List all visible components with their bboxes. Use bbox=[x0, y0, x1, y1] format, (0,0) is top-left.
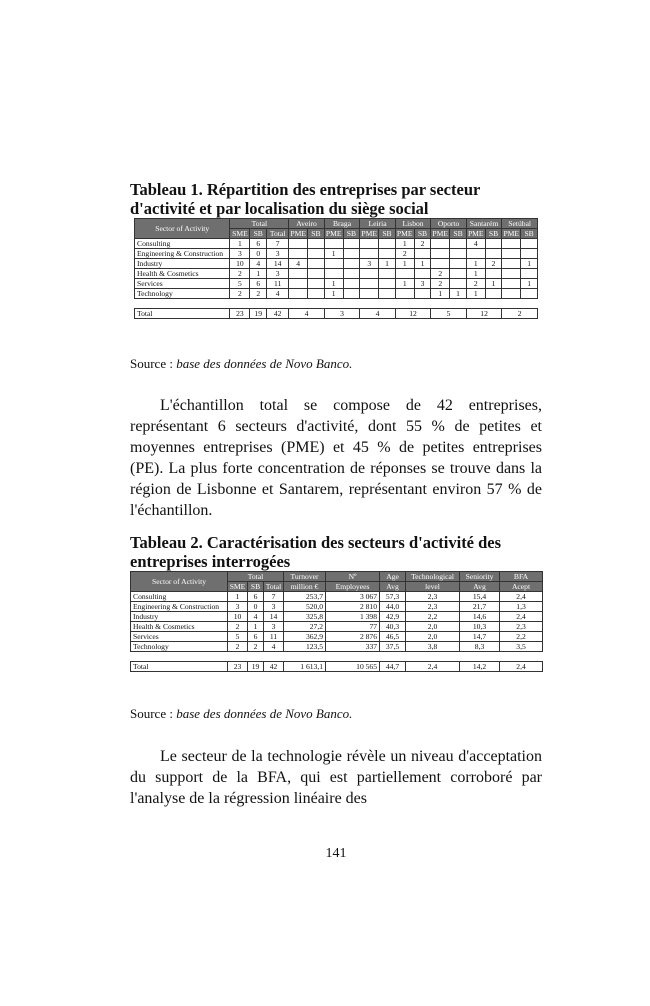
table-cell: 77 bbox=[326, 622, 380, 632]
total-cell: 12 bbox=[395, 309, 431, 319]
table1-header-group: Braga bbox=[324, 219, 360, 229]
table-cell: 3 bbox=[267, 269, 289, 279]
table-cell bbox=[379, 239, 396, 249]
table1-subheader-cell: SB bbox=[521, 229, 538, 239]
table-cell: 123,5 bbox=[284, 642, 326, 652]
table2-subheader-cell: SB bbox=[248, 582, 264, 592]
table-cell: 2,4 bbox=[500, 662, 543, 672]
table2-header-group: Age bbox=[380, 572, 406, 582]
table-cell: 2 bbox=[466, 279, 485, 289]
table1-subheader-cell: PME bbox=[325, 229, 342, 238]
table-cell bbox=[360, 239, 379, 249]
table-cell: 1 bbox=[466, 289, 485, 299]
table-cell bbox=[379, 279, 396, 289]
table1-subheader-cell: PME bbox=[290, 229, 306, 238]
table-cell bbox=[431, 259, 450, 269]
table-cell: 4 bbox=[267, 289, 289, 299]
table-gap-row bbox=[135, 299, 538, 309]
table-cell: 2 bbox=[230, 269, 250, 279]
table-cell: 11 bbox=[267, 279, 289, 289]
table-cell: 2,2 bbox=[406, 612, 460, 622]
source-prefix: Source : bbox=[130, 706, 177, 721]
table-cell: 1 bbox=[395, 279, 414, 289]
table-row bbox=[131, 642, 543, 652]
table-cell bbox=[485, 269, 502, 279]
table-cell: 11 bbox=[264, 632, 284, 642]
row-label: Health & Cosmetics bbox=[131, 622, 228, 632]
table-cell: 3 bbox=[228, 602, 248, 612]
table-cell: 4 bbox=[289, 259, 308, 269]
table-cell bbox=[360, 269, 379, 279]
table-cell: 3 bbox=[414, 279, 431, 289]
table-cell: 6 bbox=[248, 592, 264, 602]
table-cell: 1 bbox=[324, 289, 343, 299]
table-cell: 3 bbox=[230, 249, 250, 259]
row-label: Health & Cosmetics bbox=[135, 269, 230, 279]
table-cell bbox=[414, 249, 431, 259]
table-cell: 3 bbox=[267, 249, 289, 259]
table2-header-group: Turnover bbox=[284, 572, 326, 582]
table-cell: 1 bbox=[485, 279, 502, 289]
table2-subheader-cell: Avg bbox=[460, 582, 500, 592]
table2-subheader-cell: level bbox=[406, 582, 460, 592]
table-cell: 2 bbox=[395, 249, 414, 259]
row-label: Technology bbox=[131, 642, 228, 652]
table-cell: 2 810 bbox=[326, 602, 380, 612]
table2-header-group: Seniority bbox=[460, 572, 500, 582]
table-row bbox=[135, 289, 538, 299]
table-total-row bbox=[135, 309, 538, 319]
table-cell bbox=[521, 289, 538, 299]
row-label: Services bbox=[135, 279, 230, 289]
table-cell bbox=[485, 289, 502, 299]
row-label: Consulting bbox=[135, 239, 230, 249]
table1-subheader-cell: SB bbox=[250, 229, 267, 239]
table-cell: 2,3 bbox=[406, 592, 460, 602]
row-label: Industry bbox=[135, 259, 230, 269]
table-cell: 14,2 bbox=[460, 662, 500, 672]
table-cell: 253,7 bbox=[284, 592, 326, 602]
table1-title bbox=[130, 180, 542, 218]
table2 bbox=[130, 571, 543, 672]
table-cell bbox=[360, 249, 379, 259]
table-cell bbox=[308, 249, 325, 259]
table2-title: Tableau 2. Caractérisation des secteurs d'activité des entreprises interrogées bbox=[130, 533, 502, 571]
table-cell: 2 bbox=[250, 289, 267, 299]
table1-title-text: . Répartition des entreprises par secteur d'activité et par localisation du siège social bbox=[130, 180, 481, 218]
table-cell: 10,3 bbox=[460, 622, 500, 632]
table-total-row bbox=[131, 662, 543, 672]
table-cell: 3 bbox=[264, 622, 284, 632]
table-cell: 520,0 bbox=[284, 602, 326, 612]
table-cell bbox=[521, 249, 538, 259]
table-cell bbox=[289, 249, 308, 259]
table1-subheader-cell: Total bbox=[267, 229, 289, 239]
table-cell: 2,2 bbox=[500, 632, 543, 642]
table-cell bbox=[289, 279, 308, 289]
row-label: Industry bbox=[131, 612, 228, 622]
table-cell: 1 bbox=[395, 239, 414, 249]
table-row bbox=[131, 612, 543, 622]
table-cell: 1 bbox=[379, 259, 396, 269]
total-cell: 3 bbox=[324, 309, 360, 319]
table-cell bbox=[431, 249, 450, 259]
table-cell bbox=[308, 289, 325, 299]
table-cell: 1 bbox=[228, 592, 248, 602]
table-cell: 3,5 bbox=[500, 642, 543, 652]
table-cell: 3 bbox=[360, 259, 379, 269]
table-cell: 8,3 bbox=[460, 642, 500, 652]
table-cell bbox=[450, 249, 467, 259]
row-label: Technology bbox=[135, 289, 230, 299]
table-cell bbox=[485, 239, 502, 249]
table1-header-group: Santarém bbox=[466, 219, 502, 229]
table-cell: 1 613,1 bbox=[284, 662, 326, 672]
table1-subheader-cell: PME bbox=[432, 229, 449, 238]
row-label: Total bbox=[131, 662, 228, 672]
table-cell bbox=[360, 289, 379, 299]
table-cell: 37,5 bbox=[380, 642, 406, 652]
table-cell: 1 bbox=[466, 259, 485, 269]
table-cell: 4 bbox=[248, 612, 264, 622]
table1-header-group: Leiria bbox=[360, 219, 396, 229]
table-cell bbox=[502, 239, 521, 249]
table-cell: 2 bbox=[228, 622, 248, 632]
table-cell: 44,7 bbox=[380, 662, 406, 672]
table-cell bbox=[521, 239, 538, 249]
table-cell bbox=[308, 269, 325, 279]
table-cell bbox=[360, 279, 379, 289]
total-cell: 42 bbox=[267, 309, 289, 319]
table-cell bbox=[502, 279, 521, 289]
table1-subheader-cell: SB bbox=[379, 229, 396, 239]
gap-cell bbox=[131, 652, 543, 662]
table-row bbox=[135, 249, 538, 259]
table-cell: 4 bbox=[466, 239, 485, 249]
table-cell: 2,3 bbox=[500, 622, 543, 632]
table-cell: 21,7 bbox=[460, 602, 500, 612]
table-cell bbox=[289, 289, 308, 299]
table-cell bbox=[343, 279, 360, 289]
table-cell: 15,4 bbox=[460, 592, 500, 602]
table-cell: 3 067 bbox=[326, 592, 380, 602]
table-cell bbox=[343, 269, 360, 279]
table1 bbox=[134, 218, 538, 319]
table2-header-group: Total bbox=[228, 572, 284, 582]
table-cell bbox=[414, 269, 431, 279]
table-cell bbox=[343, 289, 360, 299]
table1-header-group: Setúbal bbox=[502, 219, 538, 229]
table-cell: 2 bbox=[414, 239, 431, 249]
table-cell: 2 bbox=[431, 279, 450, 289]
table-cell: 1 bbox=[324, 279, 343, 289]
source-text: base des données de Novo Banco. bbox=[176, 356, 353, 371]
total-cell: 23 bbox=[230, 309, 250, 319]
total-cell: 4 bbox=[289, 309, 325, 319]
table-cell: 6 bbox=[248, 632, 264, 642]
table-cell: 14,7 bbox=[460, 632, 500, 642]
table-cell: 1 bbox=[431, 289, 450, 299]
table-cell bbox=[343, 239, 360, 249]
table1-subheader-cell: PME bbox=[503, 229, 520, 238]
table-cell bbox=[431, 239, 450, 249]
table1-subheader-cell: SME bbox=[230, 229, 250, 239]
table1-subheader-cell: SB bbox=[450, 229, 467, 239]
table-cell: 325,8 bbox=[284, 612, 326, 622]
table-cell: 14,6 bbox=[460, 612, 500, 622]
table2-source bbox=[130, 706, 352, 722]
table1-header-group: Total bbox=[230, 219, 289, 229]
table-cell bbox=[289, 269, 308, 279]
row-label: Engineering & Construction bbox=[135, 249, 230, 259]
table-cell: 42,9 bbox=[380, 612, 406, 622]
table-cell: 2 876 bbox=[326, 632, 380, 642]
table-row bbox=[135, 279, 538, 289]
table-cell: 2 bbox=[230, 289, 250, 299]
table-cell: 1 bbox=[230, 239, 250, 249]
table-cell: 57,3 bbox=[380, 592, 406, 602]
table2-header-group: Nº bbox=[326, 572, 380, 582]
source-text: base des données de Novo Banco. bbox=[176, 706, 353, 721]
total-cell: 12 bbox=[466, 309, 502, 319]
table-cell bbox=[521, 269, 538, 279]
table-cell: 1 bbox=[521, 279, 538, 289]
table-cell bbox=[450, 279, 467, 289]
table-row bbox=[135, 269, 538, 279]
table-cell: 10 bbox=[230, 259, 250, 269]
table-cell bbox=[414, 289, 431, 299]
table2-header-sector: Sector of Activity bbox=[131, 572, 228, 592]
table-cell: 2 bbox=[228, 642, 248, 652]
table-cell: 40,3 bbox=[380, 622, 406, 632]
table-cell: 27,2 bbox=[284, 622, 326, 632]
page-number: 141 bbox=[325, 846, 347, 861]
table-cell bbox=[485, 249, 502, 259]
table-cell: 3,8 bbox=[406, 642, 460, 652]
table-cell: 362,9 bbox=[284, 632, 326, 642]
table-cell bbox=[379, 269, 396, 279]
paragraph-1: L'échantillon total se compose de 42 entreprises, représentant 6 secteurs d'activité, dont 55 % de petites et moyennes entreprises (PME) et 45 % de petites entreprises (PE). La plus forte concentration de réponses se trouve dans la région de Lisbonne et Santarem, représentant environ 57 % de l'échantillon. bbox=[130, 397, 542, 519]
table-cell bbox=[324, 259, 343, 269]
table2-subheader-cell: Employees bbox=[326, 582, 380, 592]
table-cell bbox=[450, 259, 467, 269]
table-cell: 4 bbox=[264, 642, 284, 652]
table-cell: 7 bbox=[264, 592, 284, 602]
table1-body bbox=[135, 239, 538, 319]
table2-body bbox=[131, 592, 543, 672]
row-label: Consulting bbox=[131, 592, 228, 602]
table1-subheader-cell: PME bbox=[361, 229, 378, 238]
source-prefix: Source : bbox=[130, 356, 177, 371]
table2-subheader-cell: million € bbox=[284, 582, 326, 592]
table-cell: 10 bbox=[228, 612, 248, 622]
table1-header-sector: Sector of Activity bbox=[135, 219, 230, 239]
table-row bbox=[131, 592, 543, 602]
table-cell bbox=[502, 259, 521, 269]
table-cell bbox=[502, 269, 521, 279]
table1-subheader-cell: SB bbox=[343, 229, 360, 239]
table-cell: 2,4 bbox=[500, 612, 543, 622]
row-label: Services bbox=[131, 632, 228, 642]
table-cell: 1,3 bbox=[500, 602, 543, 612]
table-cell: 46,5 bbox=[380, 632, 406, 642]
table1-title-label: Tableau 1 bbox=[130, 180, 199, 199]
table-cell: 2 bbox=[485, 259, 502, 269]
table-cell: 0 bbox=[248, 602, 264, 612]
table-cell: 2 bbox=[248, 642, 264, 652]
total-cell: 19 bbox=[250, 309, 267, 319]
table-cell: 2,0 bbox=[406, 622, 460, 632]
table-cell: 7 bbox=[267, 239, 289, 249]
table2-subheader-cell: SME bbox=[228, 582, 248, 592]
total-cell: 4 bbox=[360, 309, 396, 319]
table-cell bbox=[324, 269, 343, 279]
table-cell bbox=[395, 289, 414, 299]
gap-cell bbox=[135, 299, 538, 309]
table-cell: 5 bbox=[228, 632, 248, 642]
table-cell: 1 bbox=[521, 259, 538, 269]
table2-subheader-cell: Acept bbox=[500, 582, 543, 592]
table-gap-row bbox=[131, 652, 543, 662]
table-cell: 1 bbox=[250, 269, 267, 279]
table-cell bbox=[343, 249, 360, 259]
table-row bbox=[131, 602, 543, 612]
paragraph-2: Le secteur de la technologie révèle un niveau d'acceptation du support de la BFA, qui est partiellement corroboré par l'analyse de la régression linéaire des bbox=[130, 748, 542, 807]
table-cell: 1 bbox=[395, 259, 414, 269]
table-cell: 4 bbox=[250, 259, 267, 269]
table-cell bbox=[308, 239, 325, 249]
table-cell: 0 bbox=[250, 249, 267, 259]
table1-header-group: Lisbon bbox=[395, 219, 431, 229]
table-cell: 14 bbox=[267, 259, 289, 269]
table-cell: 337 bbox=[326, 642, 380, 652]
table1-header-group: Aveiro bbox=[289, 219, 325, 229]
table-cell: 1 bbox=[248, 622, 264, 632]
table2-subheader-cell: Avg bbox=[380, 582, 406, 592]
table-cell: 19 bbox=[248, 662, 264, 672]
table-cell: 1 bbox=[414, 259, 431, 269]
table-cell bbox=[450, 239, 467, 249]
table-cell: 6 bbox=[250, 239, 267, 249]
row-label: Total bbox=[135, 309, 230, 319]
table-cell: 1 bbox=[450, 289, 467, 299]
table-cell bbox=[502, 289, 521, 299]
table-cell: 1 bbox=[324, 249, 343, 259]
table-cell: 2 bbox=[431, 269, 450, 279]
table-cell: 3 bbox=[264, 602, 284, 612]
table-cell: 14 bbox=[264, 612, 284, 622]
table-cell bbox=[502, 249, 521, 259]
table1-subheader-cell: SB bbox=[414, 229, 431, 239]
table-cell: 44,0 bbox=[380, 602, 406, 612]
table1-subheader-cell: PME bbox=[396, 229, 413, 238]
table-row bbox=[135, 259, 538, 269]
table-cell bbox=[450, 269, 467, 279]
table1-subheader-cell: SB bbox=[308, 229, 325, 239]
table-cell: 2,4 bbox=[406, 662, 460, 672]
table-cell bbox=[308, 279, 325, 289]
table-cell bbox=[379, 289, 396, 299]
total-cell: 5 bbox=[431, 309, 467, 319]
table-row bbox=[131, 622, 543, 632]
table-cell: 1 bbox=[466, 269, 485, 279]
table-cell bbox=[379, 249, 396, 259]
table-row bbox=[131, 632, 543, 642]
table-cell bbox=[466, 249, 485, 259]
table-cell bbox=[395, 269, 414, 279]
table-cell: 6 bbox=[250, 279, 267, 289]
total-cell: 2 bbox=[502, 309, 538, 319]
table-cell bbox=[289, 239, 308, 249]
row-label: Engineering & Construction bbox=[131, 602, 228, 612]
table2-header-group: BFA bbox=[500, 572, 543, 582]
table1-source bbox=[130, 356, 352, 372]
table-cell: 42 bbox=[264, 662, 284, 672]
table-cell: 23 bbox=[228, 662, 248, 672]
table-cell: 5 bbox=[230, 279, 250, 289]
table-cell: 1 398 bbox=[326, 612, 380, 622]
table-cell bbox=[324, 239, 343, 249]
table-cell bbox=[343, 259, 360, 269]
table1-subheader-cell: PME bbox=[467, 229, 484, 238]
table1-subheader-cell: SB bbox=[485, 229, 502, 239]
table2-subheader-cell: Total bbox=[264, 582, 284, 592]
table-row bbox=[135, 239, 538, 249]
table-cell: 2,3 bbox=[406, 602, 460, 612]
table1-header-group: Oporto bbox=[431, 219, 467, 229]
table2-header-group: Technological bbox=[406, 572, 460, 582]
table-cell: 2,0 bbox=[406, 632, 460, 642]
table-cell bbox=[308, 259, 325, 269]
table-cell: 2,4 bbox=[500, 592, 543, 602]
table-cell: 10 565 bbox=[326, 662, 380, 672]
